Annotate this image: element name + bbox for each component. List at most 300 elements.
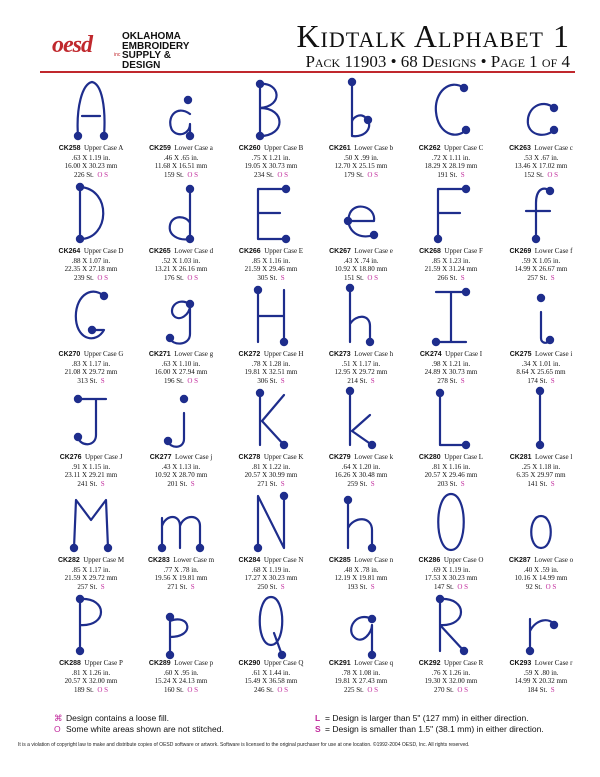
design-code: CK270 bbox=[58, 351, 81, 358]
design-title bbox=[129, 659, 233, 669]
design-size-mm: 17.53 X 30.23 mm bbox=[424, 574, 478, 582]
design-code: CK293 bbox=[509, 660, 532, 667]
design-size-mm: 21.59 X 29.72 mm bbox=[64, 574, 118, 582]
design-cell bbox=[315, 490, 407, 593]
design-size-inches: .52 X 1.03 in. bbox=[161, 256, 201, 265]
design-name: Upper Case R bbox=[444, 659, 484, 667]
design-code: CK290 bbox=[238, 660, 261, 667]
size-flag: S bbox=[104, 685, 109, 694]
letter-design-image bbox=[336, 490, 386, 554]
design-cell bbox=[225, 78, 317, 181]
design-name: Lower Case r bbox=[534, 659, 573, 667]
design-code: CK286 bbox=[418, 557, 441, 564]
letter-design-image bbox=[516, 78, 566, 142]
loose-fill-icon: ⌘ bbox=[54, 713, 63, 723]
design-size-mm: 16.00 X 30.23 mm bbox=[64, 162, 118, 170]
letter-design-image bbox=[66, 181, 116, 245]
design-size-mm: 19.81 X 27.43 mm bbox=[334, 677, 388, 685]
design-caption bbox=[39, 659, 143, 694]
logo-mark: oesd bbox=[52, 32, 92, 58]
design-name: Lower Case p bbox=[174, 659, 214, 667]
design-code: CK285 bbox=[328, 557, 351, 564]
letter-design-image bbox=[336, 593, 386, 657]
design-cell bbox=[315, 284, 407, 387]
legend-loose-fill bbox=[54, 713, 224, 724]
logo-line-3: SUPPLY & DESIGN bbox=[122, 50, 171, 71]
design-caption bbox=[129, 453, 233, 488]
design-stitches: 141 St. S bbox=[527, 479, 555, 488]
size-flag: S bbox=[194, 273, 199, 282]
design-cell bbox=[45, 181, 137, 284]
design-cell bbox=[225, 181, 317, 284]
size-flag: S bbox=[460, 376, 465, 385]
letter-design-image bbox=[246, 78, 296, 142]
design-title bbox=[489, 247, 593, 257]
design-stitches: 278 St. S bbox=[437, 376, 465, 385]
letter-design-image bbox=[516, 284, 566, 348]
design-stitches: 270 St. O S bbox=[433, 685, 469, 694]
small-mark: S bbox=[315, 724, 321, 734]
design-code: CK279 bbox=[328, 454, 351, 461]
design-size-inches: .51 X 1.17 in. bbox=[341, 359, 381, 368]
design-cell bbox=[135, 490, 227, 593]
letter-design-image bbox=[336, 387, 386, 451]
design-caption bbox=[219, 350, 323, 385]
size-flag: S bbox=[374, 273, 379, 282]
design-cell bbox=[45, 387, 137, 490]
design-size-inches: .98 X 1.21 in. bbox=[431, 359, 471, 368]
design-name: Upper Case E bbox=[264, 247, 304, 255]
design-code: CK263 bbox=[509, 145, 531, 152]
design-stitches: 151 St. O S bbox=[343, 273, 379, 282]
design-title bbox=[489, 659, 593, 669]
size-flag: S bbox=[460, 170, 465, 179]
design-size-inches: .59 X 1.05 in. bbox=[521, 256, 561, 265]
design-stitches: 313 St. S bbox=[77, 376, 105, 385]
size-flag: S bbox=[464, 685, 469, 694]
design-caption bbox=[489, 453, 593, 488]
design-size-inches: .85 X 1.23 in. bbox=[431, 256, 471, 265]
design-size-inches: .69 X 1.19 in. bbox=[431, 565, 471, 574]
design-size-inches: .75 X 1.21 in. bbox=[251, 153, 291, 162]
design-cell bbox=[405, 490, 497, 593]
design-size-mm: 15.24 X 24.13 mm bbox=[154, 677, 208, 685]
design-cell bbox=[405, 284, 497, 387]
design-stitches: 176 St. O S bbox=[163, 273, 199, 282]
design-stitches: 271 St. S bbox=[257, 479, 285, 488]
letter-design-image bbox=[156, 284, 206, 348]
design-grid bbox=[45, 78, 585, 696]
size-flag: S bbox=[194, 685, 199, 694]
design-stitches: 225 St. O S bbox=[343, 685, 379, 694]
letter-design-image bbox=[336, 284, 386, 348]
design-title bbox=[399, 556, 503, 566]
size-flag: S bbox=[190, 582, 195, 591]
design-size-inches: .63 X 1.19 in. bbox=[71, 153, 111, 162]
design-caption bbox=[399, 247, 503, 282]
design-size-mm: 19.56 X 19.81 mm bbox=[154, 574, 208, 582]
design-caption bbox=[219, 144, 323, 179]
design-cell bbox=[495, 490, 587, 593]
design-title bbox=[399, 144, 503, 154]
design-caption bbox=[39, 144, 143, 179]
design-title bbox=[39, 350, 143, 360]
size-flag: S bbox=[370, 376, 375, 385]
design-code: CK272 bbox=[238, 351, 261, 358]
design-cell bbox=[135, 387, 227, 490]
logo-line-1: OKLAHOMA bbox=[122, 31, 181, 42]
design-code: CK258 bbox=[58, 145, 81, 152]
design-cell bbox=[495, 78, 587, 181]
design-size-mm: 10.92 X 28.70 mm bbox=[154, 471, 208, 479]
design-stitches: 159 St. O S bbox=[163, 170, 199, 179]
design-name: Lower Case d bbox=[174, 247, 214, 255]
size-flag: S bbox=[280, 479, 285, 488]
design-code: CK276 bbox=[59, 454, 82, 461]
design-code: CK266 bbox=[238, 248, 261, 255]
design-size-mm: 21.59 X 29.46 mm bbox=[244, 265, 298, 273]
design-code: CK262 bbox=[418, 145, 441, 152]
design-title bbox=[129, 247, 233, 257]
page-subtitle: Pack 11903 • 68 Designs • Page 1 of 4 bbox=[305, 52, 570, 71]
design-title bbox=[309, 556, 413, 566]
design-stitches: 246 St. O S bbox=[253, 685, 289, 694]
size-flag: S bbox=[280, 582, 285, 591]
white-area-flag: O bbox=[277, 170, 283, 179]
design-cell bbox=[225, 387, 317, 490]
design-title bbox=[39, 247, 143, 257]
logo-inc: inc bbox=[114, 52, 121, 58]
design-title bbox=[39, 144, 143, 154]
design-code: CK289 bbox=[148, 660, 171, 667]
design-name: Lower Case q bbox=[354, 659, 394, 667]
legend-white bbox=[54, 724, 224, 735]
size-flag: S bbox=[464, 582, 469, 591]
design-name: Lower Case a bbox=[174, 144, 213, 152]
design-title bbox=[219, 453, 323, 463]
design-title bbox=[489, 453, 593, 463]
design-stitches: 92 St. O S bbox=[525, 582, 557, 591]
design-size-mm: 23.11 X 29.21 mm bbox=[64, 471, 118, 479]
design-size-inches: .83 X 1.17 in. bbox=[71, 359, 111, 368]
design-size-mm: 12.19 X 19.81 mm bbox=[334, 574, 388, 582]
design-title bbox=[309, 659, 413, 669]
design-caption bbox=[489, 659, 593, 694]
design-stitches: 241 St. S bbox=[77, 479, 105, 488]
size-flag: S bbox=[284, 170, 289, 179]
design-title bbox=[219, 350, 323, 360]
design-size-mm: 24.89 X 30.73 mm bbox=[424, 368, 478, 376]
design-size-inches: .34 X 1.01 in. bbox=[521, 359, 561, 368]
letter-design-image bbox=[516, 387, 566, 451]
design-name: Upper Case M bbox=[83, 556, 125, 564]
design-title bbox=[129, 453, 233, 463]
copyright-footer: It is a violation of copyright law to make and distribute copies of OESD software or artwork. Software is licensed to the original purchaser for use at one location. ©1992-2004 OESD, Inc. All rights reserved. bbox=[18, 742, 470, 748]
design-cell bbox=[225, 593, 317, 696]
legend-large bbox=[315, 713, 544, 724]
design-cell bbox=[45, 593, 137, 696]
design-size-mm: 6.35 X 29.97 mm bbox=[516, 471, 566, 479]
design-stitches: 239 St. O S bbox=[73, 273, 109, 282]
design-code: CK291 bbox=[328, 660, 351, 667]
design-size-inches: .81 X 1.26 in. bbox=[71, 668, 111, 677]
design-title bbox=[399, 350, 503, 360]
design-title bbox=[219, 247, 323, 257]
design-size-mm: 13.21 X 26.16 mm bbox=[154, 265, 208, 273]
letter-design-image bbox=[246, 284, 296, 348]
letter-design-image bbox=[426, 181, 476, 245]
design-size-inches: .78 X 1.28 in. bbox=[251, 359, 291, 368]
white-area-flag: O bbox=[277, 685, 283, 694]
design-size-inches: .77 X .78 in. bbox=[163, 565, 199, 574]
white-area-flag: O bbox=[97, 685, 103, 694]
design-name: Upper Case C bbox=[444, 144, 484, 152]
design-code: CK260 bbox=[238, 145, 261, 152]
design-stitches: 257 St. S bbox=[77, 582, 105, 591]
design-size-mm: 10.16 X 14.99 mm bbox=[514, 574, 568, 582]
white-area-flag: O bbox=[187, 170, 193, 179]
design-code: CK277 bbox=[149, 454, 172, 461]
design-title bbox=[219, 659, 323, 669]
design-title bbox=[489, 144, 593, 154]
design-caption bbox=[219, 247, 323, 282]
design-stitches: 147 St. O S bbox=[433, 582, 469, 591]
design-size-mm: 22.35 X 27.18 mm bbox=[64, 265, 118, 273]
page-title: Kidtalk Alphabet 1 bbox=[296, 18, 570, 54]
design-caption bbox=[219, 453, 323, 488]
size-flag: S bbox=[104, 170, 109, 179]
white-area-flag: O bbox=[187, 273, 193, 282]
design-caption bbox=[129, 659, 233, 694]
letter-design-image bbox=[246, 490, 296, 554]
design-size-mm: 16.00 X 27.94 mm bbox=[154, 368, 208, 376]
legend-small-text: = Design is smaller than 1.5" (38.1 mm) in either direction. bbox=[325, 724, 544, 734]
design-stitches: 152 St. O S bbox=[523, 170, 559, 179]
size-flag: S bbox=[374, 685, 379, 694]
design-title bbox=[219, 556, 323, 566]
white-area-flag: O bbox=[367, 273, 373, 282]
letter-design-image bbox=[66, 284, 116, 348]
design-caption bbox=[309, 556, 413, 591]
letter-design-image bbox=[246, 387, 296, 451]
design-caption bbox=[399, 659, 503, 694]
design-stitches: 160 St. O S bbox=[163, 685, 199, 694]
design-name: Upper Case P bbox=[84, 659, 123, 667]
design-name: Upper Case I bbox=[445, 350, 483, 358]
design-code: CK281 bbox=[509, 454, 532, 461]
design-title bbox=[309, 247, 413, 257]
size-flag: S bbox=[280, 376, 285, 385]
design-caption bbox=[399, 350, 503, 385]
design-size-inches: .59 X .80 in. bbox=[523, 668, 559, 677]
design-stitches: 259 St. S bbox=[347, 479, 375, 488]
design-size-mm: 8.64 X 25.65 mm bbox=[516, 368, 566, 376]
design-stitches: 193 St. S bbox=[347, 582, 375, 591]
design-caption bbox=[39, 350, 143, 385]
white-area-flag: O bbox=[457, 582, 463, 591]
design-cell bbox=[315, 387, 407, 490]
size-flag: S bbox=[460, 479, 465, 488]
size-flag: S bbox=[374, 170, 379, 179]
design-stitches: 191 St. S bbox=[437, 170, 465, 179]
letter-design-image bbox=[516, 593, 566, 657]
letter-design-image bbox=[156, 181, 206, 245]
design-title bbox=[399, 247, 503, 257]
design-size-inches: .43 X 1.13 in. bbox=[161, 462, 201, 471]
size-flag: S bbox=[554, 170, 559, 179]
design-caption bbox=[39, 453, 143, 488]
design-cell bbox=[315, 181, 407, 284]
design-caption bbox=[489, 350, 593, 385]
design-name: Upper Case N bbox=[263, 556, 304, 564]
design-size-inches: .25 X 1.18 in. bbox=[521, 462, 561, 471]
white-area-flag: O bbox=[367, 685, 373, 694]
design-name: Lower Case o bbox=[534, 556, 574, 564]
design-name: Lower Case g bbox=[174, 350, 214, 358]
design-size-mm: 10.92 X 18.80 mm bbox=[334, 265, 388, 273]
white-area-flag: O bbox=[97, 273, 103, 282]
design-cell bbox=[495, 387, 587, 490]
design-code: CK283 bbox=[147, 557, 170, 564]
design-stitches: 203 St. S bbox=[437, 479, 465, 488]
design-size-inches: .40 X .59 in. bbox=[523, 565, 559, 574]
letter-design-image bbox=[426, 78, 476, 142]
design-cell bbox=[315, 593, 407, 696]
design-stitches: 201 St. S bbox=[167, 479, 195, 488]
design-cell bbox=[135, 78, 227, 181]
design-size-mm: 12.70 X 25.15 mm bbox=[334, 162, 388, 170]
white-area-flag: O bbox=[187, 376, 193, 385]
design-stitches: 305 St. S bbox=[257, 273, 285, 282]
design-caption bbox=[129, 556, 233, 591]
design-code: CK292 bbox=[418, 660, 441, 667]
design-code: CK268 bbox=[419, 248, 441, 255]
design-cell bbox=[45, 490, 137, 593]
design-cell bbox=[405, 78, 497, 181]
legend-loose-fill-text: Design contains a loose fill. bbox=[66, 713, 170, 723]
design-cell bbox=[405, 387, 497, 490]
design-name: Upper Case G bbox=[83, 350, 124, 358]
design-name: Lower Case k bbox=[354, 453, 394, 461]
design-size-mm: 19.81 X 32.51 mm bbox=[244, 368, 298, 376]
design-size-inches: .85 X 1.17 in. bbox=[71, 565, 111, 574]
letter-design-image bbox=[246, 181, 296, 245]
design-code: CK264 bbox=[58, 248, 81, 255]
design-code: CK282 bbox=[57, 557, 80, 564]
design-caption bbox=[219, 556, 323, 591]
design-name: Upper Case H bbox=[263, 350, 304, 358]
design-size-inches: .46 X .65 in. bbox=[163, 153, 199, 162]
design-size-mm: 19.05 X 30.73 mm bbox=[244, 162, 298, 170]
logo-line-2: EMBROIDERY bbox=[122, 40, 190, 52]
design-cell bbox=[405, 593, 497, 696]
design-size-mm: 16.26 X 30.48 mm bbox=[334, 471, 388, 479]
design-stitches: 174 St. S bbox=[527, 376, 555, 385]
design-size-mm: 12.95 X 29.72 mm bbox=[334, 368, 388, 376]
white-area-flag: O bbox=[545, 582, 551, 591]
design-size-inches: .63 X 1.10 in. bbox=[161, 359, 201, 368]
letter-design-image bbox=[426, 387, 476, 451]
design-size-inches: .91 X 1.15 in. bbox=[71, 462, 111, 471]
design-title bbox=[39, 556, 143, 566]
design-code: CK261 bbox=[328, 145, 351, 152]
design-caption bbox=[39, 556, 143, 591]
design-name: Lower Case l bbox=[534, 453, 573, 461]
size-flag: S bbox=[100, 582, 105, 591]
design-title bbox=[399, 453, 503, 463]
design-code: CK267 bbox=[329, 248, 351, 255]
white-area-flag: O bbox=[547, 170, 553, 179]
design-size-mm: 15.49 X 36.58 mm bbox=[244, 677, 298, 685]
design-size-inches: .68 X 1.19 in. bbox=[251, 565, 291, 574]
design-code: CK274 bbox=[419, 351, 442, 358]
design-title bbox=[39, 659, 143, 669]
size-flag: S bbox=[460, 273, 465, 282]
design-caption bbox=[309, 453, 413, 488]
design-name: Lower Case c bbox=[534, 144, 573, 152]
design-size-inches: .81 X 1.16 in. bbox=[431, 462, 471, 471]
design-name: Upper Case K bbox=[263, 453, 304, 461]
size-flag: S bbox=[190, 479, 195, 488]
size-flag: S bbox=[550, 479, 555, 488]
design-cell bbox=[225, 490, 317, 593]
design-name: Lower Case m bbox=[173, 556, 215, 564]
design-cell bbox=[135, 284, 227, 387]
design-size-inches: .78 X 1.08 in. bbox=[341, 668, 381, 677]
size-flag: S bbox=[100, 376, 105, 385]
size-flag: S bbox=[194, 376, 199, 385]
design-size-inches: .85 X 1.16 in. bbox=[251, 256, 291, 265]
design-name: Upper Case B bbox=[264, 144, 304, 152]
design-size-inches: .81 X 1.22 in. bbox=[251, 462, 291, 471]
design-title bbox=[489, 350, 593, 360]
design-caption bbox=[39, 247, 143, 282]
design-stitches: 179 St. O S bbox=[343, 170, 379, 179]
white-area-flag: O bbox=[457, 685, 463, 694]
white-area-flag: O bbox=[187, 685, 193, 694]
letter-design-image bbox=[336, 181, 386, 245]
design-code: CK288 bbox=[59, 660, 81, 667]
design-name: Upper Case J bbox=[84, 453, 123, 461]
design-name: Lower Case n bbox=[354, 556, 394, 564]
design-stitches: 189 St. O S bbox=[73, 685, 109, 694]
design-code: CK259 bbox=[149, 145, 171, 152]
large-mark: L bbox=[315, 713, 321, 723]
letter-design-image bbox=[156, 593, 206, 657]
design-size-inches: .43 X .74 in. bbox=[343, 256, 379, 265]
design-cell bbox=[495, 284, 587, 387]
design-caption bbox=[129, 350, 233, 385]
design-name: Upper Case F bbox=[444, 247, 483, 255]
design-name: Lower Case b bbox=[354, 144, 394, 152]
design-caption bbox=[489, 247, 593, 282]
legend-white-text: Some white areas shown are not stitched. bbox=[66, 724, 224, 734]
design-title bbox=[129, 144, 233, 154]
letter-design-image bbox=[66, 490, 116, 554]
size-flag: S bbox=[370, 479, 375, 488]
design-cell bbox=[495, 593, 587, 696]
design-title bbox=[129, 556, 233, 566]
design-code: CK269 bbox=[509, 248, 532, 255]
design-name: Upper Case Q bbox=[263, 659, 304, 667]
design-cell bbox=[135, 181, 227, 284]
design-code: CK265 bbox=[148, 248, 171, 255]
design-caption bbox=[219, 659, 323, 694]
page-header bbox=[0, 0, 600, 74]
size-flag: S bbox=[100, 479, 105, 488]
design-size-mm: 20.57 X 29.46 mm bbox=[424, 471, 478, 479]
white-area-icon: O bbox=[54, 724, 61, 734]
